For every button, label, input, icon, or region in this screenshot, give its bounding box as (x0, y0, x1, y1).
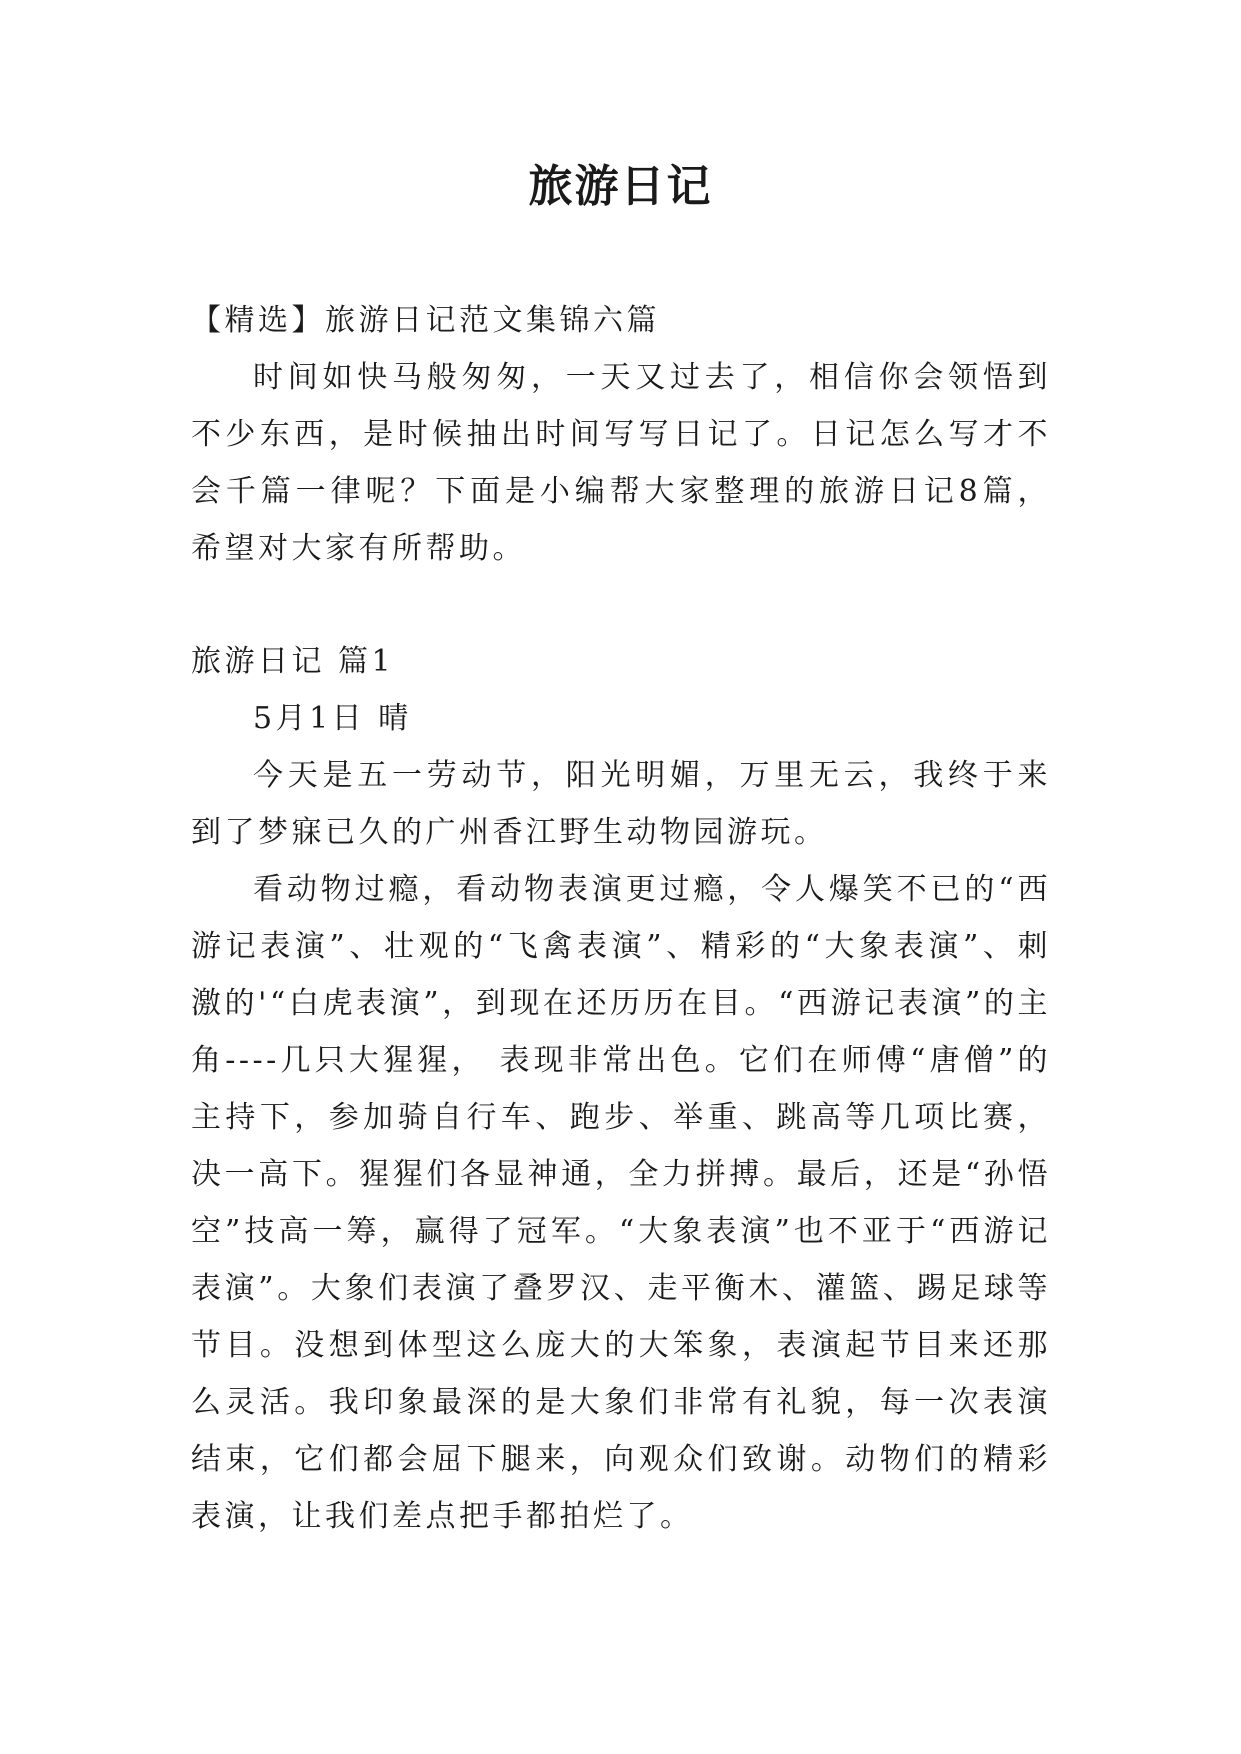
section-spacer (191, 577, 1051, 633)
date-weather-line: 5月1日 晴 (253, 701, 412, 736)
document-body (191, 292, 1051, 1545)
document-title: 旅游日记 (528, 161, 713, 212)
collection-heading: 【精选】旅游日记范文集锦六篇 (191, 303, 660, 338)
body-paragraph: 今天是五一劳动节，阳光明媚，万里无云，我终于来到了梦寐已久的广州香江野生动物园游玩。 (191, 758, 1051, 850)
body-paragraph: 看动物过瘾，看动物表演更过瘾，令人爆笑不已的“西游记表演”、壮观的“飞禽表演”、精彩的“大象表演”、刺激的'“白虎表演”，到现在还历历在目。“西游记表演”的主角----几只大猩猩， 表现非常出色。它们在师傅“唐僧”的主持下，参加骑自行车、跑步、举重、跳高等几项比赛，决一高下。猩猩们各显神通，全力拼搏。最后，还是“孙悟空”技高一筹，赢得了冠军。“大象表演”也不亚于“西游记表演”。大象们表演了叠罗汉、走平衡木、灌篮、踢足球等节目。没想到体型这么庞大的大笨象，表演起节目来还那么灵活。我印象最深的是大象们非常有礼貌，每一次表演结束，它们都会屈下腿来，向观众们致谢。动物们的精彩表演，让我们差点把手都拍烂了。 (191, 872, 1051, 1534)
section-title: 旅游日记 篇1 (191, 644, 395, 679)
intro-paragraph: 时间如快马般匆匆，一天又过去了，相信你会领悟到不少东西，是时候抽出时间写写日记了。日记怎么写才不会千篇一律呢？下面是小编帮大家整理的旅游日记8篇，希望对大家有所帮助。 (191, 360, 1051, 566)
